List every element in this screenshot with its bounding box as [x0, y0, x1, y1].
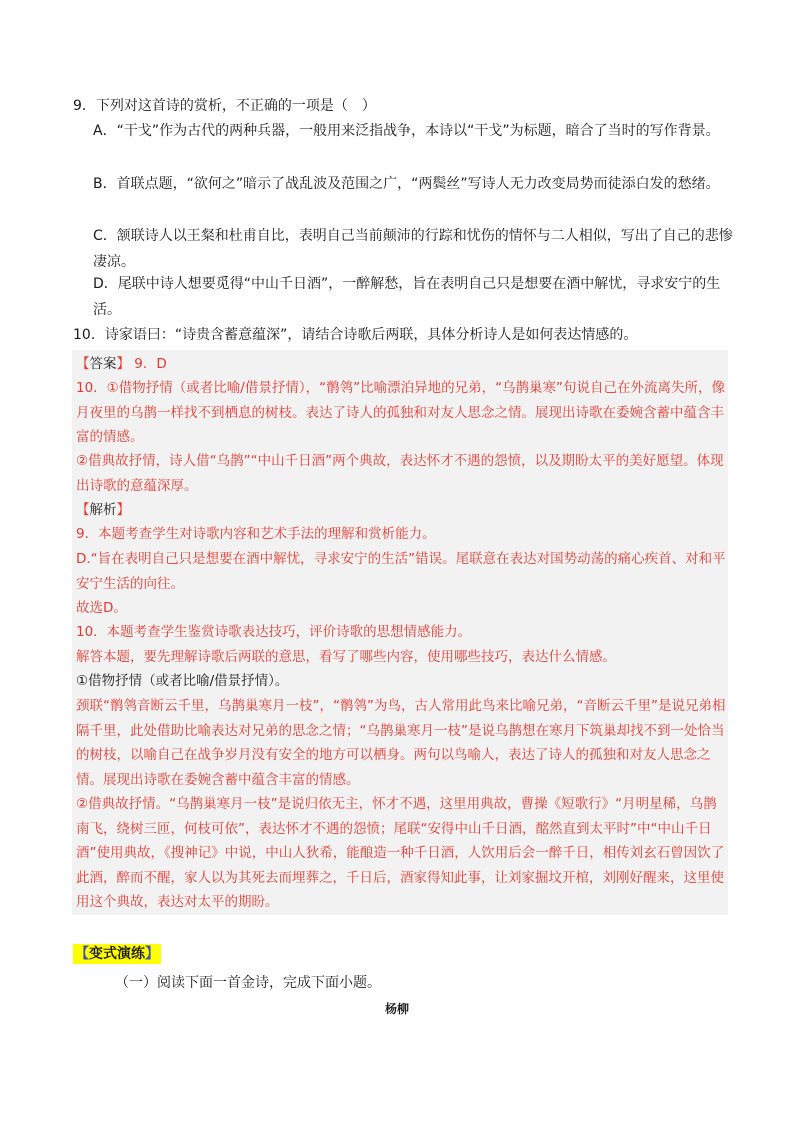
analysis-header: 【解析】 [76, 502, 130, 518]
analysis-9-intro: 9．本题考查学生对诗歌内容和艺术手法的理解和赏析能力。 [76, 526, 436, 542]
answer-analysis-box [72, 350, 728, 915]
question-10-stem: 10．诗家语曰：“诗贵含蓄意蕴深”，请结合诗歌后两联，具体分析诗人是如何表达情感的。 [73, 327, 638, 343]
answer-10-part2: ②借典故抒情，诗人借“乌鹊”“中山千日酒”两个典故，表达怀才不遇的怨愤，以及期盼太平的美好愿望。体现出诗歌的意蕴深厚。 [76, 453, 724, 494]
answer-header: 【答案】 [76, 356, 130, 372]
poem-title: 杨柳 [385, 1002, 410, 1016]
question-9-stem: 9．下列对这首诗的赏析，不正确的一项是（ ） [73, 98, 376, 114]
analysis-10-point2: ②借典故抒情。“乌鹊巢寒月一枝”是说归依无主，怀才不遇，这里用典故，曹操《短歌行》“月明星稀，乌鹊南飞，绕树三匝，何枝可依”，表达怀才不遇的怨愤；尾联“安得中山千日酒，酩然直到太平时”中“中山千日酒”使用典故，《搜神记》中说，中山人狄希，能酿造一种千日酒，人饮用后会一醉千日，相传刘玄石曾因饮了此酒，醉而不醒，家人以为其死去而埋葬之，千日后，酒家得知此事，让刘家掘坟开棺，刘刚好醒来，这里使用这个典故，表达对太平的期盼。 [76, 796, 725, 910]
section-intro: （一）阅读下面一首金诗，完成下面小题。 [115, 975, 381, 991]
variant-practice-title: 【变式演练】 [75, 946, 159, 962]
answer-9: 9．D [134, 356, 167, 372]
analysis-10-point1-detail: 颈联“鹡鸰音断云千里，乌鹊巢寒月一枝”，“鹡鸰”为鸟，古人常用此鸟来比喻兄弟，“音断云千里”是说兄弟相隔千里，此处借助比喻表达对兄弟的思念之情；“乌鹊巢寒月一枝”是说乌鹊想在寒月下筑巢却找不到一处恰当的树枝，以喻自己在战争岁月没有安全的地方可以栖身。两句以鸟喻人，表达了诗人的孤独和对友人思念之情。展现出诗歌在委婉含蓄中蕴含丰富的情感。 [76, 698, 726, 788]
question-9-option-b: B．首联点题，“欲何之”暗示了战乱波及范围之广，“两鬓丝”写诗人无力改变局势而徒添白发的愁绪。 [93, 176, 720, 192]
analysis-10-point1: ①借物抒情（或者比喻/借景抒情）。 [76, 673, 289, 689]
analysis-10-method: 解答本题，要先理解诗歌后两联的意思，看写了哪些内容，使用哪些技巧，表达什么情感。 [76, 649, 616, 665]
question-9-option-a: A．“干戈”作为古代的两种兵器，一般用来泛指战争，本诗以“干戈”为标题，暗合了当时的写作背景。 [93, 123, 720, 139]
analysis-9-detail: D.“旨在表明自己只是想要在酒中解忧，寻求安宁的生活”错误。尾联意在表达对国势动荡的痛心疾首、对和平安宁生活的向往。 [76, 551, 726, 592]
question-9-option-c: C．颔联诗人以王粲和杜甫自比，表明自己当前颠沛的行踪和忧伤的情怀与二人相似，写出了自己的悲惨凄凉。 [93, 228, 733, 270]
question-9-option-d: D．尾联中诗人想要觅得“中山千日酒”，一醉解愁，旨在表明自己只是想要在酒中解忧，寻求安宁的生活。 [93, 276, 721, 318]
answer-header-line [76, 352, 726, 377]
analysis-10-intro: 10．本题考查学生鉴赏诗歌表达技巧，评价诗歌的思想情感能力。 [76, 624, 472, 640]
analysis-9-conclusion: 故选D。 [76, 600, 127, 616]
answer-10-part1: 10．①借物抒情（或者比喻/借景抒情），“鹡鸰”比喻漂泊异地的兄弟，“乌鹊巢寒”句说自己在外流离失所，像月夜里的乌鹊一样找不到栖息的树枝。表达了诗人的孤独和对友人思念之情。展现出诗歌在委婉含蓄中蕴含丰富的情感。 [76, 380, 726, 445]
